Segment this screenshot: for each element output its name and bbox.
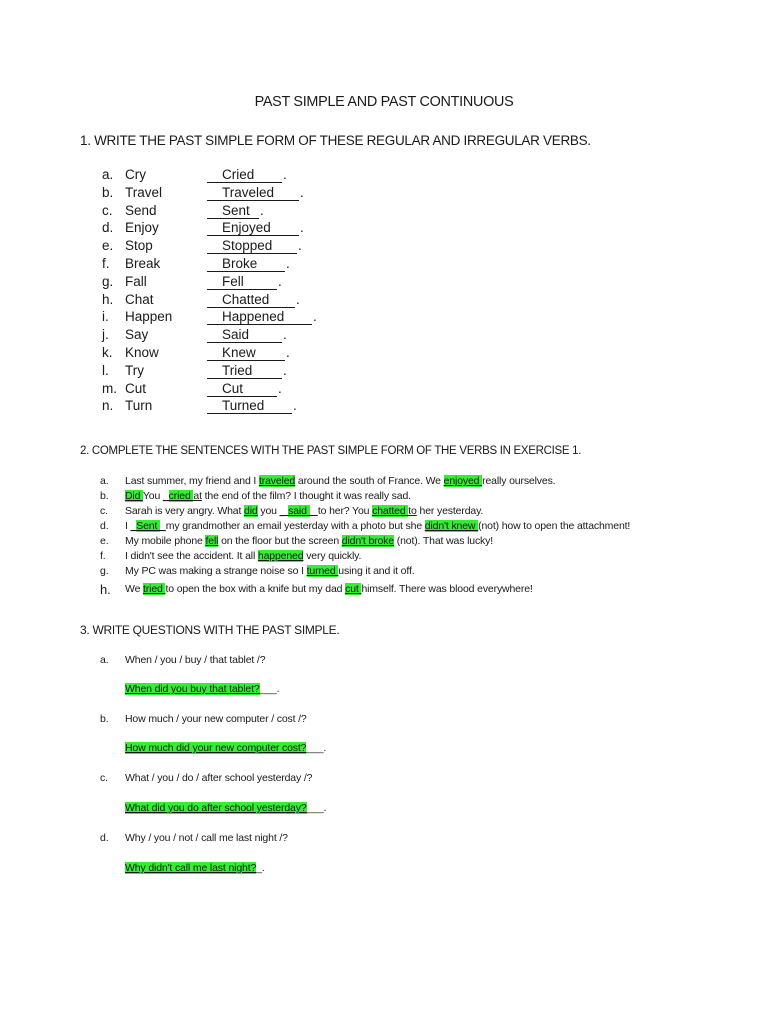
highlighted-answer: cried bbox=[168, 490, 194, 502]
item-letter: i. bbox=[102, 309, 109, 325]
verb-word: Try bbox=[125, 362, 144, 378]
verb-item bbox=[102, 202, 422, 220]
verb-item bbox=[102, 326, 422, 344]
verb-item bbox=[102, 380, 422, 398]
highlighted-answer: chatted bbox=[372, 505, 409, 517]
period: . bbox=[283, 167, 287, 182]
highlighted-answer: How much did your new computer cost? bbox=[125, 742, 307, 754]
sentence-fragment: himself. There was blood everywhere! bbox=[361, 583, 533, 595]
item-letter: m. bbox=[102, 380, 117, 396]
answer-tail: _. bbox=[256, 862, 265, 874]
highlighted-answer: said bbox=[288, 505, 310, 517]
question-prompt: What / you / do / after school yesterday /? bbox=[125, 772, 313, 784]
sentence-fragment: to open the box with a knife but my dad bbox=[165, 583, 346, 595]
verb-item bbox=[102, 237, 422, 255]
item-letter: g. bbox=[102, 273, 114, 289]
answer-blank: Traveled bbox=[207, 185, 299, 201]
item-letter: c. bbox=[102, 202, 113, 218]
item-letter: f. bbox=[100, 550, 106, 562]
period: . bbox=[300, 220, 304, 236]
item-letter: e. bbox=[102, 238, 114, 254]
item-letter: a. bbox=[100, 475, 109, 487]
sentence-fragment: _ bbox=[130, 520, 137, 532]
verb-word: Fall bbox=[125, 273, 147, 289]
sentence-fragment: at bbox=[193, 490, 202, 502]
question-prompt: How much / your new computer / cost /? bbox=[125, 713, 307, 725]
verb-word: Stop bbox=[125, 238, 153, 254]
sentence-fragment: the end of the film? I thought it was really sad. bbox=[201, 490, 411, 502]
sentence-item bbox=[100, 519, 720, 534]
item-letter: a. bbox=[102, 167, 114, 182]
highlighted-answer: didn't knew bbox=[424, 520, 479, 532]
sentence-fragment: using it and it off. bbox=[338, 565, 415, 577]
period: . bbox=[286, 344, 290, 360]
verb-item bbox=[102, 308, 422, 326]
sentence-fragment: _ bbox=[162, 490, 169, 502]
question-answer bbox=[125, 862, 265, 874]
period: . bbox=[313, 309, 317, 325]
question-prompt: When / you / buy / that tablet /? bbox=[125, 654, 266, 666]
sentence-fragment: my grandmother an email yesterday with a photo but she bbox=[165, 520, 425, 532]
item-letter: d. bbox=[102, 220, 114, 236]
verb-word: Break bbox=[125, 255, 161, 271]
period: . bbox=[260, 202, 264, 218]
sentence-fragment: to bbox=[408, 505, 417, 517]
period: . bbox=[298, 238, 302, 254]
item-letter: d. bbox=[100, 520, 109, 532]
verb-list bbox=[102, 166, 422, 415]
answer-blank: Fell bbox=[207, 274, 277, 290]
period: . bbox=[296, 291, 300, 307]
item-letter: f. bbox=[102, 255, 110, 271]
question-answer bbox=[125, 742, 326, 754]
sentence-fragment bbox=[310, 505, 318, 517]
verb-item bbox=[102, 184, 422, 202]
item-letter: d. bbox=[100, 832, 109, 844]
answer-blank: Tried bbox=[207, 363, 282, 379]
verb-word: Say bbox=[125, 327, 149, 343]
sentence-fragment: to her? You bbox=[317, 505, 373, 517]
verb-item bbox=[102, 166, 422, 184]
item-letter: b. bbox=[102, 184, 114, 200]
item-letter: c. bbox=[100, 772, 108, 784]
sentence-text bbox=[125, 549, 361, 564]
item-letter: e. bbox=[100, 535, 109, 547]
answer-blank: Sent bbox=[207, 203, 259, 219]
sentence-fragment: Last summer, my friend and I bbox=[125, 475, 259, 487]
answer-blank: Happened bbox=[207, 309, 312, 325]
verb-item bbox=[102, 397, 422, 415]
item-letter: c. bbox=[100, 505, 108, 517]
answer-blank: Said bbox=[207, 327, 282, 343]
sentence-text bbox=[125, 579, 533, 600]
section2-heading: 2. COMPLETE THE SENTENCES WITH THE PAST SIMPLE FORM OF THE VERBS IN EXERCISE 1. bbox=[80, 445, 582, 457]
highlighted-answer: happened bbox=[257, 550, 304, 562]
sentence-fragment: around the south of France. We bbox=[295, 475, 444, 487]
item-letter: k. bbox=[102, 344, 113, 360]
item-letter: a. bbox=[100, 654, 109, 666]
verb-item bbox=[102, 344, 422, 362]
highlighted-answer: fell bbox=[205, 535, 219, 547]
highlighted-answer: tried bbox=[143, 583, 166, 595]
question-prompt: Why / you / not / call me last night /? bbox=[125, 832, 288, 844]
sentence-list bbox=[100, 474, 720, 600]
verb-word: Turn bbox=[125, 398, 153, 414]
sentence-fragment: My mobile phone bbox=[125, 535, 206, 547]
period: . bbox=[300, 184, 304, 200]
sentence-fragment: We bbox=[125, 583, 144, 595]
highlighted-answer: When did you buy that tablet? bbox=[125, 683, 260, 695]
sentence-item bbox=[100, 534, 720, 549]
highlighted-answer: Did bbox=[125, 490, 143, 502]
sentence-fragment: on the floor but the screen bbox=[218, 535, 342, 547]
item-letter: b. bbox=[100, 490, 109, 502]
question-answer bbox=[125, 683, 279, 695]
sentence-fragment: _ bbox=[160, 520, 166, 532]
verb-word: Enjoy bbox=[125, 220, 159, 236]
sentence-fragment: I didn't see the accident. It all bbox=[125, 550, 258, 562]
sentence-fragment: you bbox=[257, 505, 280, 517]
highlighted-answer: Why didn't call me last night? bbox=[125, 862, 257, 874]
sentence-item bbox=[100, 579, 720, 600]
period: . bbox=[283, 362, 287, 378]
answer-tail: ___. bbox=[306, 802, 327, 814]
item-letter: h. bbox=[102, 291, 114, 307]
answer-blank: Turned bbox=[207, 398, 292, 414]
page-title: PAST SIMPLE AND PAST CONTINUOUS bbox=[254, 93, 514, 110]
verb-item bbox=[102, 255, 422, 273]
item-letter: h. bbox=[100, 582, 111, 597]
answer-tail: ___. bbox=[306, 742, 327, 754]
verb-item bbox=[102, 291, 422, 309]
highlighted-answer: Sent bbox=[136, 520, 161, 532]
period: . bbox=[278, 380, 282, 396]
sentence-fragment: _ bbox=[279, 505, 289, 517]
sentence-text bbox=[125, 474, 555, 489]
answer-blank: Chatted bbox=[207, 292, 295, 308]
highlighted-answer: turned bbox=[306, 565, 339, 577]
sentence-item bbox=[100, 564, 720, 579]
item-letter: l. bbox=[102, 362, 109, 378]
sentence-fragment: (not) how to open the attachment! bbox=[478, 520, 631, 532]
item-letter: n. bbox=[102, 398, 114, 414]
answer-blank: Enjoyed bbox=[207, 220, 299, 236]
verb-word: Happen bbox=[125, 309, 173, 325]
verb-word: Send bbox=[125, 202, 157, 218]
sentence-fragment: My PC was making a strange noise so I bbox=[125, 565, 307, 577]
highlighted-answer: did bbox=[244, 505, 258, 517]
highlighted-answer: didn't broke bbox=[341, 535, 394, 547]
highlighted-answer: What did you do after school yesterday? bbox=[125, 802, 307, 814]
sentence-fragment: very quickly. bbox=[303, 550, 362, 562]
verb-word: Know bbox=[125, 344, 159, 360]
verb-item bbox=[102, 273, 422, 291]
section3-heading: 3. WRITE QUESTIONS WITH THE PAST SIMPLE. bbox=[80, 623, 340, 637]
sentence-text bbox=[125, 519, 630, 534]
question-answer bbox=[125, 802, 326, 814]
verb-word: Travel bbox=[125, 184, 163, 200]
answer-blank: Cried bbox=[207, 167, 282, 183]
sentence-item bbox=[100, 474, 720, 489]
period: . bbox=[286, 255, 290, 271]
answer-blank: Broke bbox=[207, 256, 285, 272]
verb-item bbox=[102, 219, 422, 237]
sentence-text bbox=[125, 534, 493, 549]
answer-blank: Cut bbox=[207, 381, 277, 397]
verb-word: Cut bbox=[125, 380, 147, 396]
period: . bbox=[283, 327, 287, 343]
sentence-item bbox=[100, 489, 720, 504]
sentence-item bbox=[100, 504, 720, 519]
sentence-fragment: I bbox=[125, 520, 131, 532]
highlighted-answer: traveled bbox=[258, 475, 296, 487]
sentence-fragment: Sarah is very angry. What bbox=[125, 505, 245, 517]
period: . bbox=[293, 398, 297, 414]
item-letter: b. bbox=[100, 713, 109, 725]
item-letter: g. bbox=[100, 565, 109, 577]
sentence-fragment: (not). That was lucky! bbox=[393, 535, 494, 547]
answer-blank: Stopped bbox=[207, 238, 297, 254]
sentence-item bbox=[100, 549, 720, 564]
verb-word: Cry bbox=[125, 167, 146, 182]
highlighted-answer: enjoyed bbox=[443, 475, 483, 487]
sentence-text bbox=[125, 489, 411, 504]
sentence-fragment: You bbox=[142, 490, 163, 502]
sentence-fragment: really ourselves. bbox=[482, 475, 556, 487]
sentence-text bbox=[125, 564, 414, 579]
verb-item bbox=[102, 362, 422, 380]
item-letter: j. bbox=[102, 327, 109, 343]
verb-word: Chat bbox=[125, 291, 154, 307]
sentence-text bbox=[125, 504, 483, 519]
answer-tail: ___. bbox=[259, 683, 280, 695]
highlighted-answer: cut bbox=[345, 583, 362, 595]
answer-blank: Knew bbox=[207, 345, 285, 361]
period: . bbox=[278, 273, 282, 289]
sentence-fragment: her yesterday. bbox=[416, 505, 484, 517]
section1-heading: 1. WRITE THE PAST SIMPLE FORM OF THESE REGULAR AND IRREGULAR VERBS. bbox=[80, 133, 591, 148]
